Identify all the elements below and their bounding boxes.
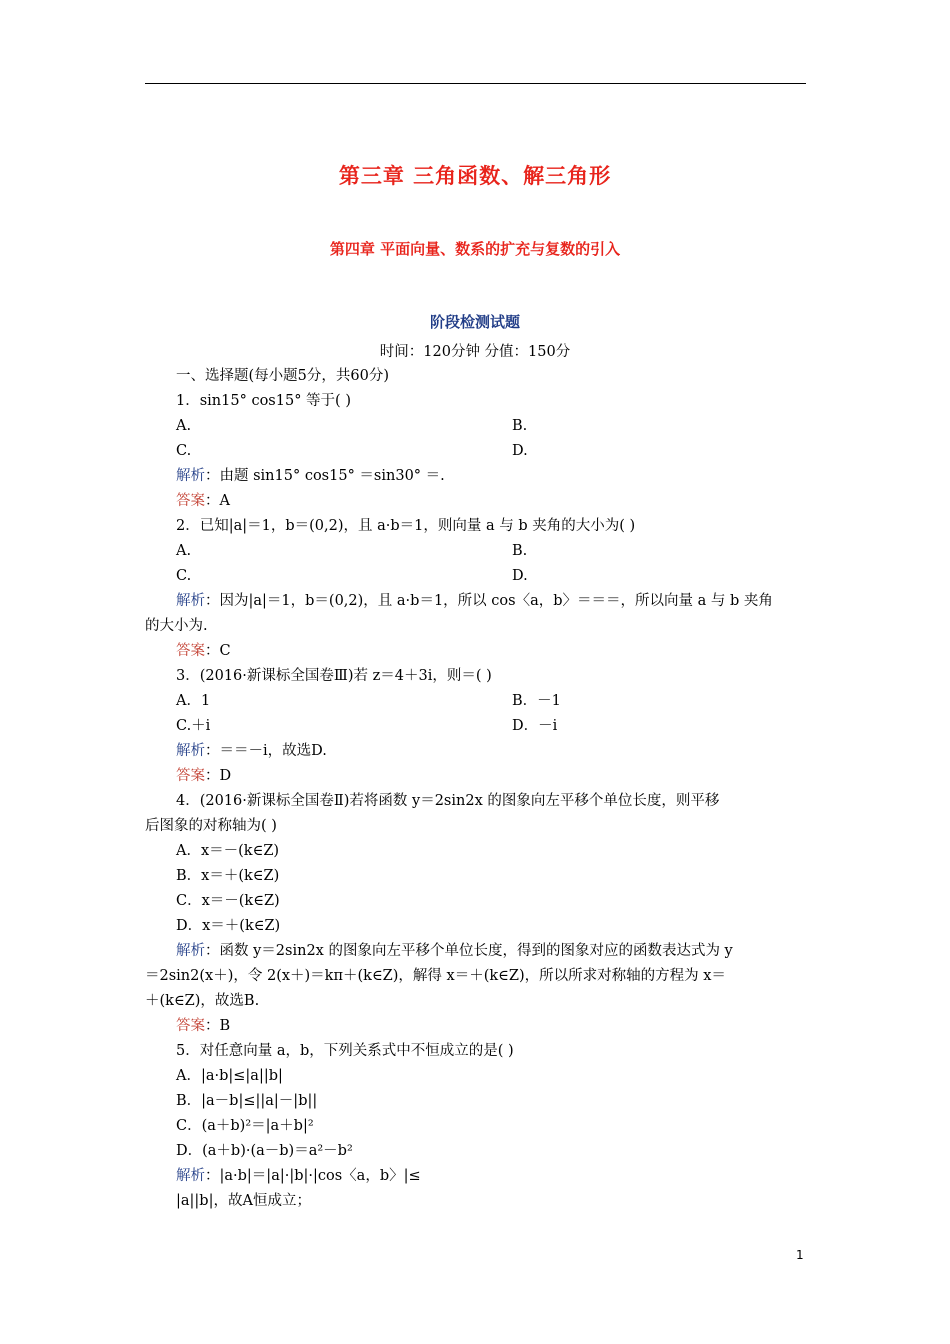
q4-analysis-cont: ＝2sin2(x＋)，令 2(x＋)＝kπ＋(k∈Z)，解得 x＝＋(k∈Z)，所以所求对称轴的方程为 x＝ [145,968,726,984]
q4-option-a: A．x＝－(k∈Z) [176,843,280,859]
q2-option-d: D. [512,568,528,584]
q1-answer: 答案：A [176,493,230,509]
q1-option-a: A. [176,418,192,434]
analysis-label: 解析 [176,468,205,484]
q4-option-b: B．x＝＋(k∈Z) [176,868,280,884]
q5-option-b: B．|a－b|≤||a|－|b|| [176,1093,318,1109]
q4-option-c: C．x＝－(k∈Z) [176,893,280,909]
answer-label: 答案 [176,1018,205,1034]
q5-analysis-cont: |a||b|，故A恒成立； [176,1193,311,1209]
analysis-label: 解析 [176,943,205,959]
q3-option-c: C.＋i [176,718,211,734]
answer-label: 答案 [176,643,205,659]
q3-option-b: B．－1 [512,693,561,709]
page-number: 1 [796,1248,804,1262]
chapter-3-title: 第三章 三角函数、解三角形 [338,163,612,188]
answer-label: 答案 [176,768,205,784]
q1-option-c: C. [176,443,192,459]
exam-meta: 时间：120分钟 分值：150分 [379,344,571,360]
header-rule [145,83,806,84]
q4-option-d: D．x＝＋(k∈Z) [176,918,281,934]
q5-option-a: A．|a·b|≤|a||b| [176,1068,283,1084]
q5-stem: 5．对任意向量 a，b，下列关系式中不恒成立的是( ) [176,1043,514,1059]
q2-analysis: 解析：因为|a|＝1，b＝(0,2)，且 a·b＝1，所以 cos〈a，b〉＝＝＝，所以向量 a 与 b 夹角 [176,593,773,609]
q1-option-d: D. [512,443,528,459]
q5-option-d: D．(a＋b)·(a－b)＝a²－b² [176,1143,353,1159]
q4-stem-cont: 后图象的对称轴为( ) [145,818,277,834]
answer-label: 答案 [176,493,205,509]
q2-answer: 答案：C [176,643,231,659]
q1-analysis: 解析：由题 sin15° cos15° ＝sin30° ＝. [176,468,445,484]
q5-option-c: C．(a＋b)²＝|a＋b|² [176,1118,314,1134]
q4-answer: 答案：B [176,1018,231,1034]
q3-option-d: D．－i [512,718,558,734]
q5-analysis: 解析：|a·b|＝|a|·|b|·|cos〈a，b〉|≤ [176,1168,421,1184]
analysis-label: 解析 [176,1168,205,1184]
q4-analysis-cont2: ＋(k∈Z)，故选B. [145,993,260,1009]
q1-stem: 1．sin15° cos15° 等于( ) [176,393,351,409]
section-title: 阶段检测试题 [429,313,520,331]
q3-option-a: A．1 [176,693,211,709]
q1-option-b: B. [512,418,528,434]
analysis-label: 解析 [176,743,205,759]
section-intro: 一、选择题(每小题5分，共60分) [176,368,389,384]
q2-option-c: C. [176,568,192,584]
q2-stem: 2．已知|a|＝1，b＝(0,2)，且 a·b＝1，则向量 a 与 b 夹角的大小为( ) [176,518,636,534]
q4-analysis: 解析：函数 y＝2sin2x 的图象向左平移个单位长度，得到的图象对应的函数表达式为 y [176,943,733,959]
q2-analysis-cont: 的大小为. [145,618,208,634]
q3-stem: 3．(2016·新课标全国卷Ⅲ)若 z＝4＋3i，则＝( ) [176,668,492,684]
chapter-4-title: 第四章 平面向量、数系的扩充与复数的引入 [329,240,621,258]
q2-option-a: A. [176,543,192,559]
q3-analysis: 解析：＝＝－i，故选D. [176,743,327,759]
q3-answer: 答案：D [176,768,232,784]
q2-option-b: B. [512,543,528,559]
q4-stem: 4．(2016·新课标全国卷Ⅱ)若将函数 y＝2sin2x 的图象向左平移个单位长度，则平移 [176,793,720,809]
analysis-label: 解析 [176,593,205,609]
